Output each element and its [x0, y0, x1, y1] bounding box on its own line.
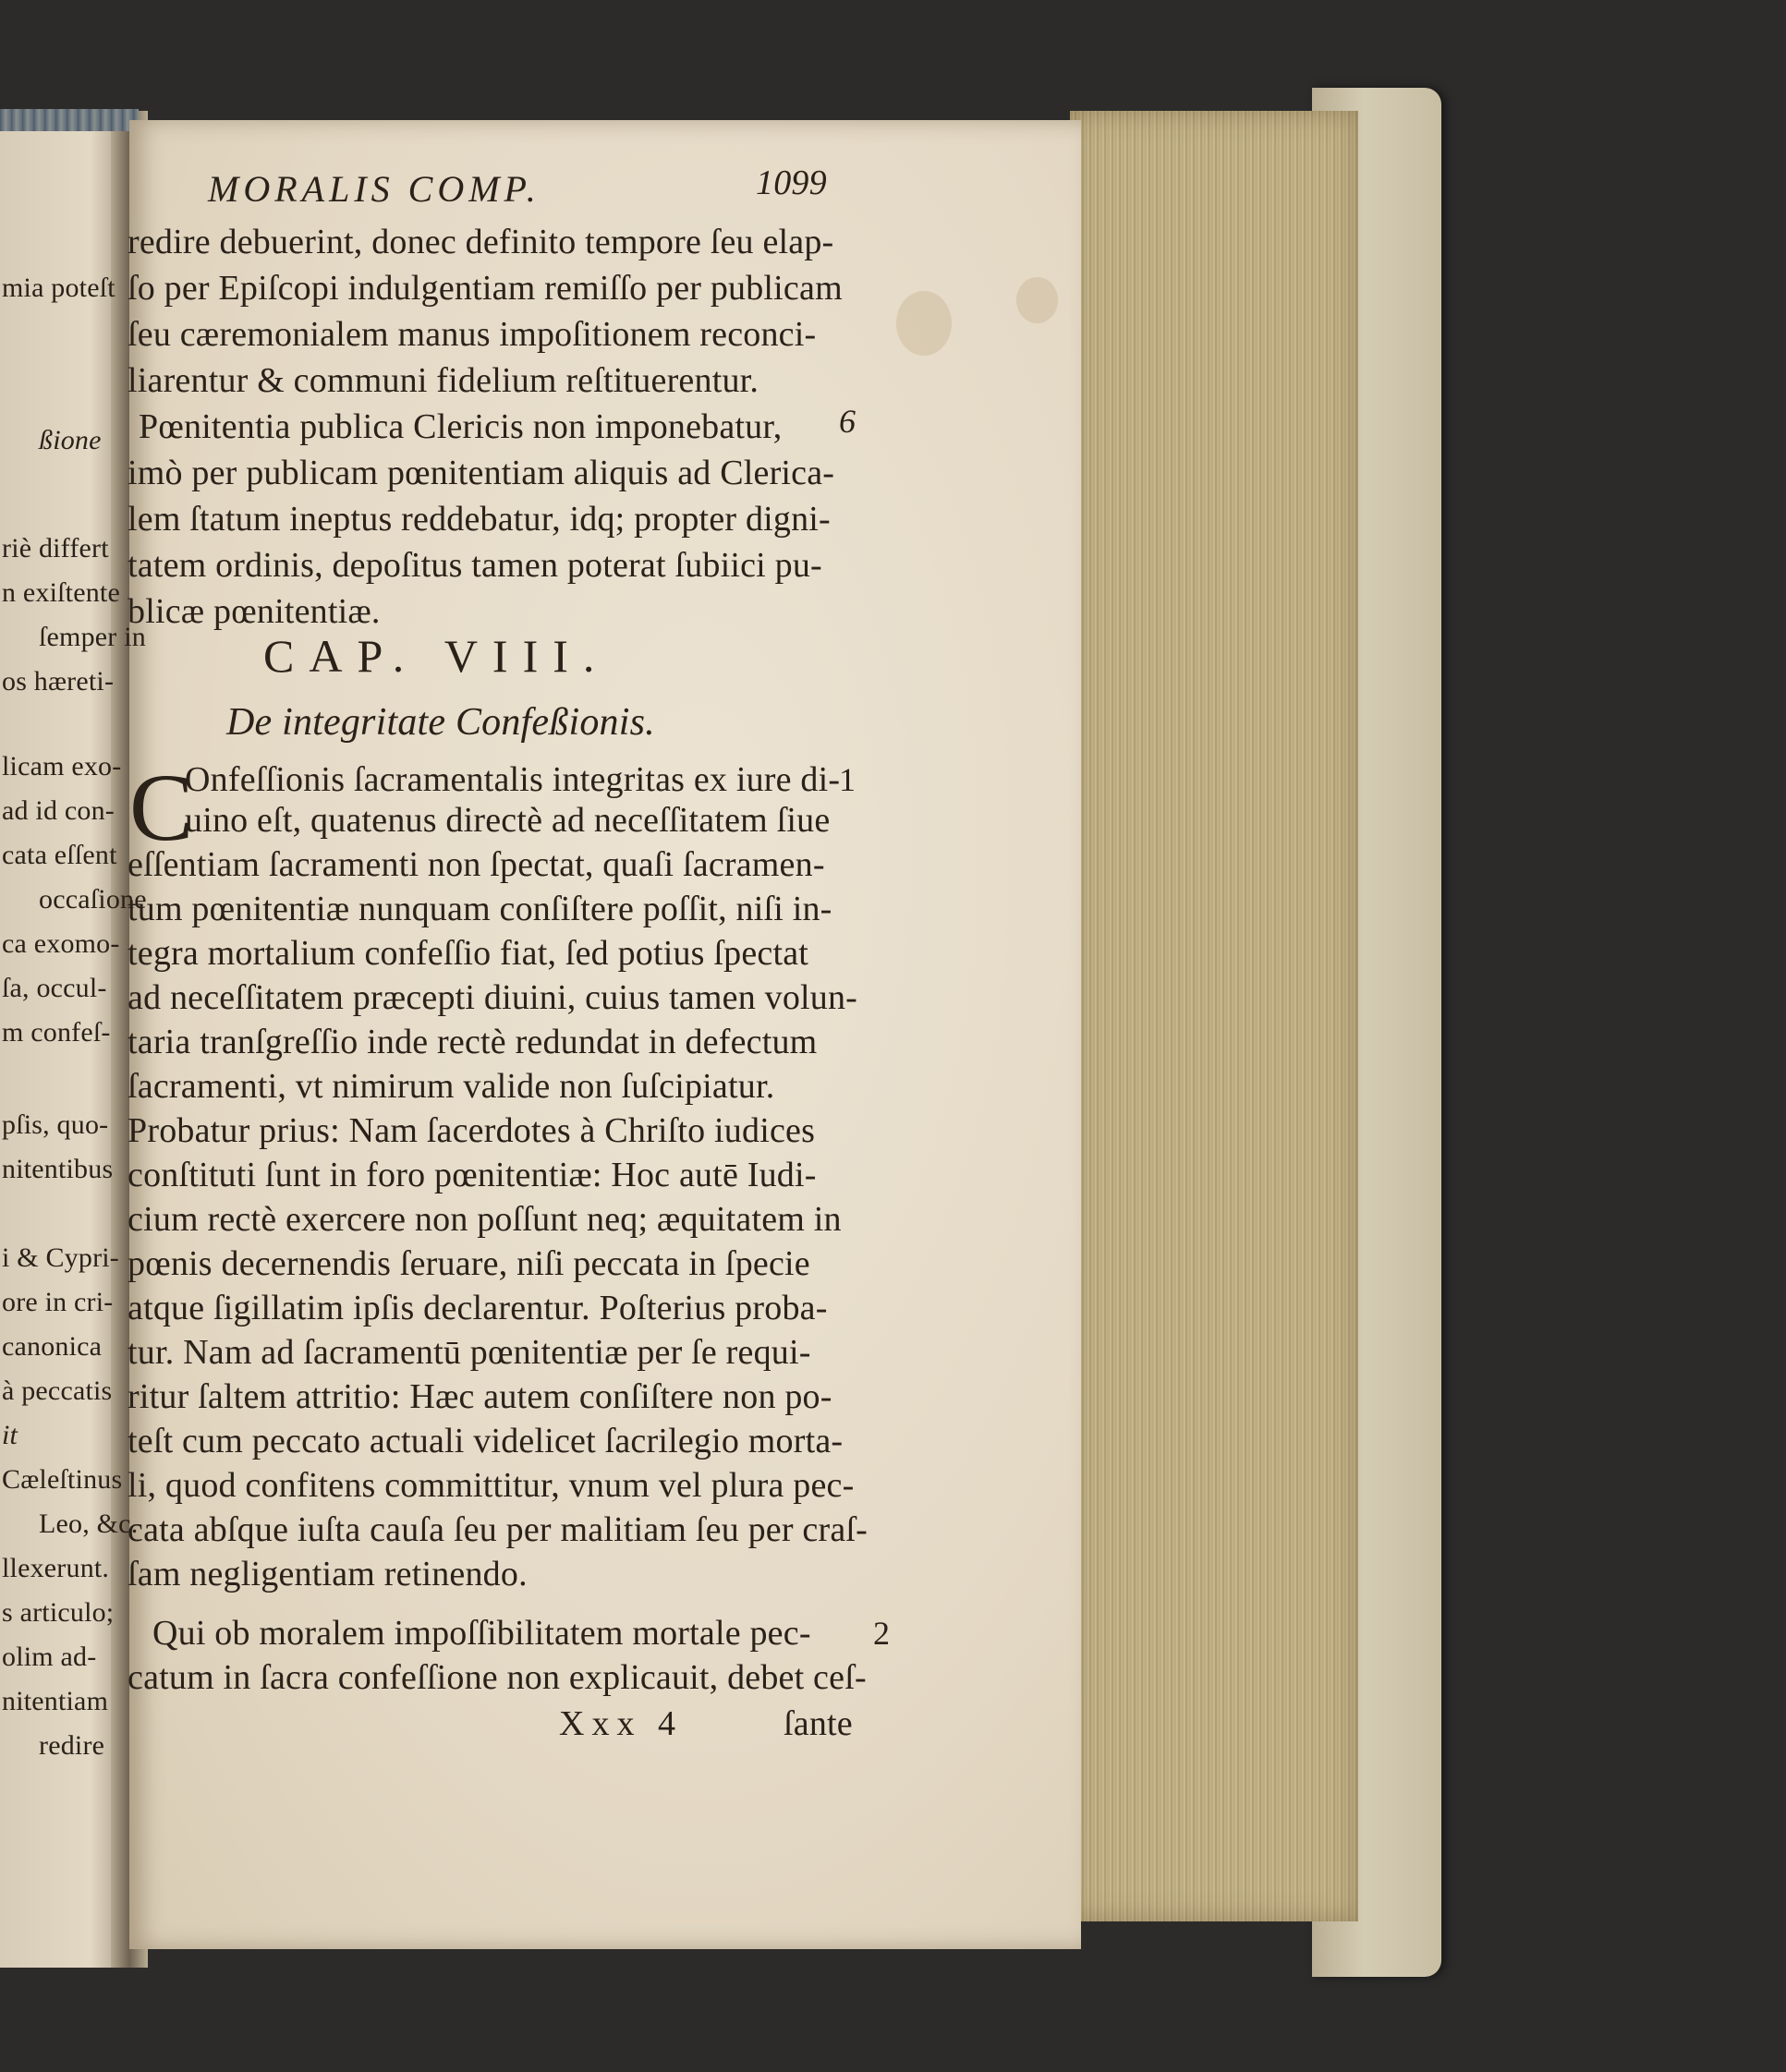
text-line: Onfeſſionis ſacramentalis integritas ex iure di- [185, 760, 841, 799]
left-fragment: licam exo- [2, 751, 122, 782]
left-fragment: Leo, &c. [39, 1509, 139, 1539]
text-line: redire debuerint, donec definito tempore ſeu elap- [128, 223, 834, 261]
text-line: conſtituti ſunt in foro pœnitentiæ: Hoc autē Iudi- [128, 1156, 817, 1194]
running-head-title: MORALIS COMP. [208, 168, 541, 210]
left-fragment: à peccatis [2, 1375, 113, 1406]
left-fragment: pſis, quo- [2, 1109, 109, 1140]
text-line: tum pœnitentiæ nunquam conſiſtere poſſit, niſi in- [128, 890, 832, 928]
text-line: ritur ſaltem attritio: Hæc autem conſiſtere non po- [128, 1377, 832, 1416]
stain-mark [896, 291, 952, 356]
left-fragment: olim ad- [2, 1642, 97, 1672]
text-line: eſſentiam ſacramenti non ſpectat, quaſi ſacramen- [128, 845, 825, 884]
text-line: tatem ordinis, depoſitus tamen poterat ſubiici pu- [128, 546, 822, 585]
page-number: 1099 [756, 164, 827, 202]
left-fragment: redire [39, 1730, 105, 1761]
left-fragment: ore in cri- [2, 1287, 114, 1317]
left-fragment: llexerunt. [2, 1553, 110, 1583]
text-line: pœnis decernendis ſeruare, niſi peccata in ſpecie [128, 1244, 810, 1283]
left-fragment: ſa, occul- [2, 973, 107, 1003]
catchword: ſante [784, 1704, 853, 1743]
text-line: ad neceſſitatem præcepti diuini, cuius tamen volun- [128, 978, 858, 1017]
text-line: cata abſque iuſta cauſa ſeu per malitiam ſeu per craſ- [128, 1510, 869, 1549]
text-line: li, quod confitens committitur, vnum vel plura pec- [128, 1466, 855, 1505]
left-fragment: nitentiam [2, 1686, 109, 1716]
left-fragment: Cæleſtinus [2, 1464, 123, 1495]
text-line: liarentur & communi fidelium reſtituerentur. [128, 361, 759, 400]
left-fragment: ad id con- [2, 795, 115, 826]
text-line: teſt cum peccato actuali videlicet ſacrilegio morta- [128, 1422, 844, 1460]
headband [0, 109, 139, 131]
margin-number: 6 [839, 403, 857, 440]
text-line: ſacramenti, vt nimirum valide non ſuſcipiatur. [128, 1067, 775, 1106]
text-line: uino eſt, quatenus directè ad neceſſitatem ſiue [185, 801, 831, 840]
text-line: tur. Nam ad ſacramentū pœnitentiæ per ſe requi- [128, 1333, 811, 1372]
text-line: lem ſtatum ineptus reddebatur, idq; propter digni- [128, 500, 831, 539]
drop-cap: C [129, 755, 194, 861]
text-line: Pœnitentia publica Clericis non imponebatur, [139, 407, 783, 446]
left-fragment: i & Cypri- [2, 1242, 119, 1273]
text-line: ſam negligentiam retinendo. [128, 1555, 528, 1593]
text-line: tegra mortalium confeſſio fiat, ſed potius ſpectat [128, 934, 809, 973]
text-line: atque ſigillatim ipſis declarentur. Poſterius proba- [128, 1289, 828, 1327]
left-fragment: nitentibus [2, 1154, 114, 1184]
left-fragment: occaſione [39, 884, 147, 915]
text-line: Qui ob moralem impoſſibilitatem mortale pec- [152, 1614, 811, 1653]
text-line: Probatur prius: Nam ſacerdotes à Chriſto iudices [128, 1111, 816, 1150]
text-line: cium rectè exercere non poſſunt neq; æquitatem in [128, 1200, 842, 1239]
left-fragment: mia poteſt [2, 273, 115, 303]
margin-number: 1 [839, 761, 857, 798]
left-fragment: riè differt [2, 533, 109, 563]
text-line: imò per publicam pœnitentiam aliquis ad Clerica- [128, 454, 835, 492]
left-fragment: s articulo; [2, 1597, 115, 1628]
signature-mark: Xxx 4 [559, 1704, 683, 1743]
chapter-heading: CAP. VIII. [263, 630, 610, 682]
left-fragment: ca exomo- [2, 928, 120, 959]
text-line: catum in ſacra confeſſione non explicauit, debet ceſ- [128, 1658, 867, 1697]
left-fragment: n exiſtente [2, 577, 120, 608]
stain-mark [1016, 277, 1058, 323]
chapter-subtitle: De integritate Confeßionis. [226, 701, 655, 744]
margin-number: 2 [873, 1615, 891, 1652]
left-fragment: canonica [2, 1331, 103, 1362]
text-line: taria tranſgreſſio inde rectè redundat in defectum [128, 1023, 818, 1061]
left-fragment: it [2, 1420, 18, 1450]
text-line: ſo per Epiſcopi indulgentiam remiſſo per publicam [128, 269, 843, 308]
left-fragment: ſemper in [39, 622, 146, 652]
left-fragment: m confeſ- [2, 1017, 111, 1048]
page-edges [1070, 111, 1358, 1921]
text-line: blicæ pœnitentiæ. [128, 592, 381, 631]
left-fragment: cata eſſent [2, 840, 117, 870]
left-fragment: ßione [39, 425, 102, 455]
left-fragment: os hæreti- [2, 666, 115, 697]
text-line: ſeu cæremonialem manus impoſitionem reconci- [128, 315, 817, 354]
